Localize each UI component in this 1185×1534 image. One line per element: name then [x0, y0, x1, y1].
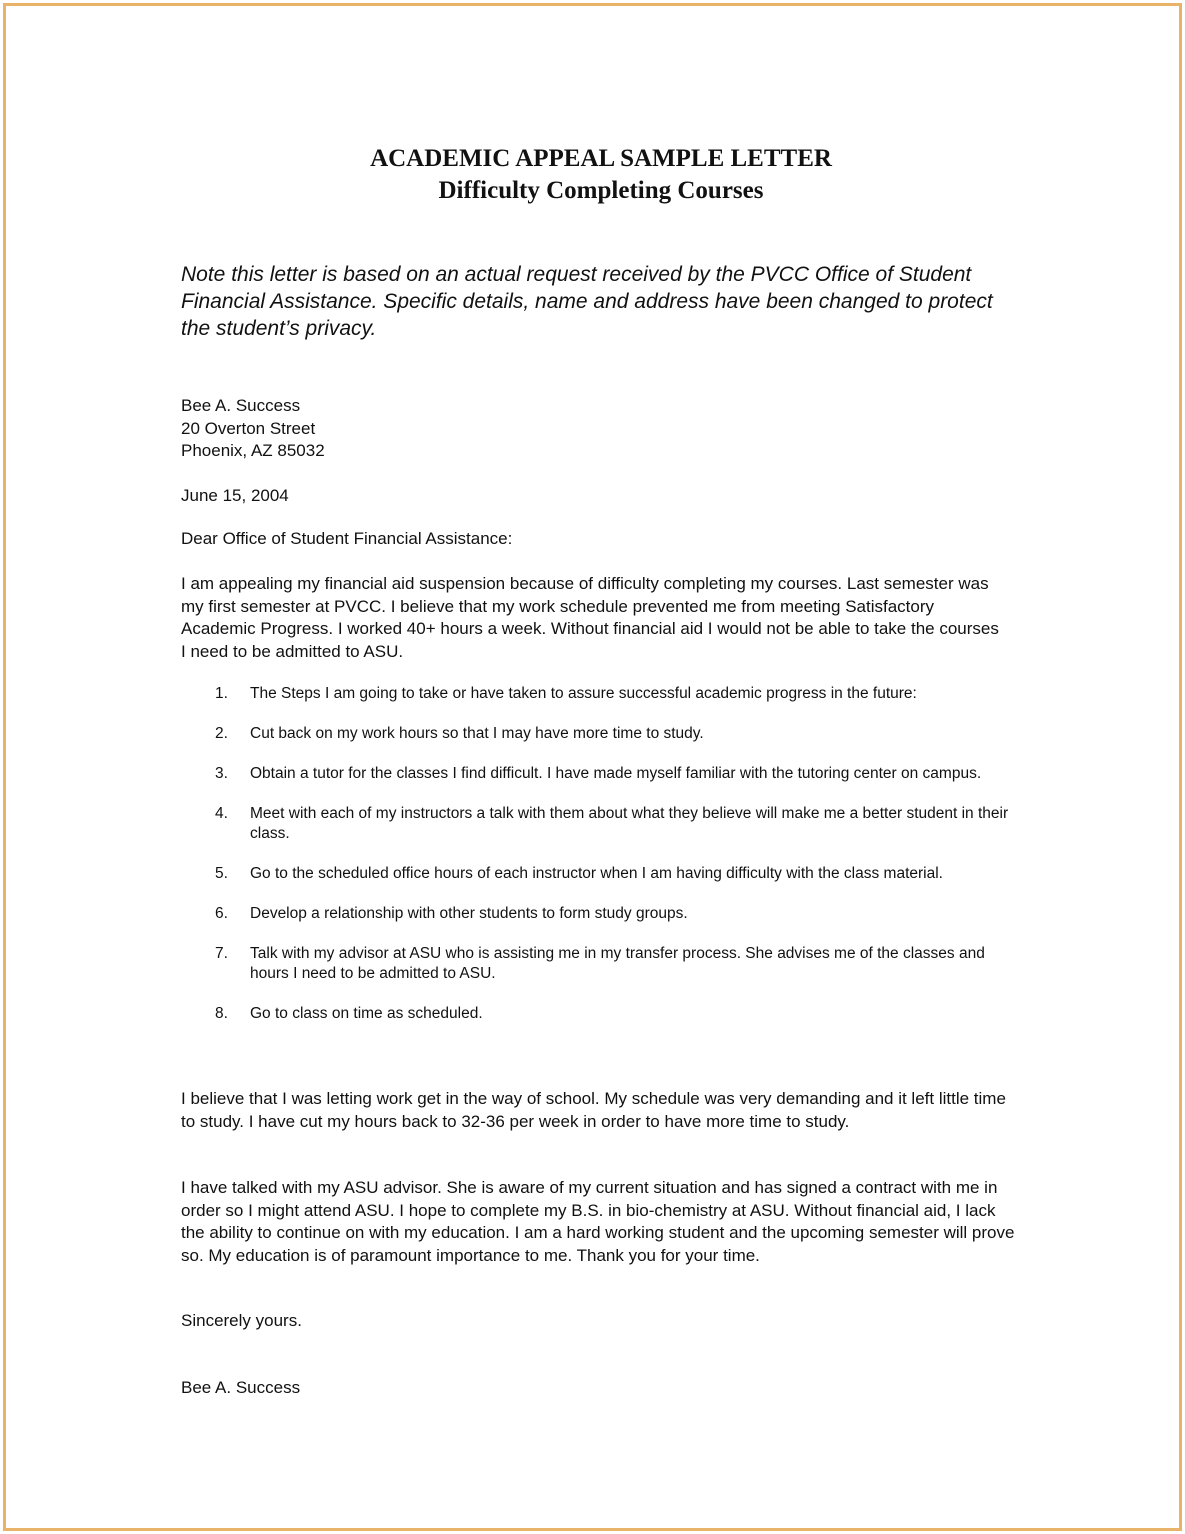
list-item — [181, 944, 1021, 984]
steps-list — [181, 684, 1021, 1044]
list-item-text: Go to the scheduled office hours of each instructor when I am having difficulty with the class material. — [250, 865, 943, 882]
letter-subtitle: Difficulty Completing Courses — [438, 177, 764, 204]
list-item — [181, 1004, 1021, 1024]
list-item-number: 1. — [215, 685, 228, 702]
sender-city: Phoenix, AZ 85032 — [181, 441, 325, 460]
list-item-number: 4. — [215, 805, 228, 822]
title-block — [181, 143, 1021, 207]
list-item-number: 2. — [215, 725, 228, 742]
page-frame — [3, 3, 1182, 1531]
paragraph-1: I am appealing my financial aid suspension because of difficulty completing my courses. Last semester was my first semester at PVCC. I believe that my work schedule prevented me from meeting Satisfactory Academic Progress. I worked 40+ hours a week. Without financial aid I would not be able to take the courses I need to be admitted to ASU. — [181, 574, 999, 661]
signature-name: Bee A. Success — [181, 1378, 301, 1397]
list-item-number: 6. — [215, 905, 228, 922]
list-item-text: Cut back on my work hours so that I may have more time to study. — [250, 725, 704, 742]
list-item — [181, 864, 1021, 884]
paragraph-3: I have talked with my ASU advisor. She is aware of my current situation and has signed a contract with me in order so I might attend ASU. I hope to complete my B.S. in bio-chemistry at ASU. Without financial aid, I lack the ability to continue on with my education. I am a hard working student and the upcoming semester will prove so. My education is of paramount importance to me. Thank you for your time. — [181, 1178, 1015, 1265]
paragraph-2: I believe that I was letting work get in the way of school. My schedule was very demanding and it left little time to study. I have cut my hours back to 32-36 per week in order to have more time to study. — [181, 1089, 1006, 1131]
list-item-text: The Steps I am going to take or have taken to assure successful academic progress in the future: — [250, 685, 917, 702]
salutation: Dear Office of Student Financial Assistance: — [181, 529, 513, 548]
list-item — [181, 684, 1021, 704]
list-item-text: Talk with my advisor at ASU who is assisting me in my transfer process. She advises me of the classes and hours I need to be admitted to ASU. — [250, 945, 985, 982]
list-item-number: 8. — [215, 1005, 228, 1022]
sender-address — [181, 395, 325, 463]
list-item — [181, 904, 1021, 924]
list-item — [181, 804, 1021, 844]
sender-street: 20 Overton Street — [181, 418, 316, 438]
letter-title: ACADEMIC APPEAL SAMPLE LETTER — [370, 145, 832, 172]
list-item-number: 5. — [215, 865, 228, 882]
privacy-note: Note this letter is based on an actual request received by the PVCC Office of Student Financial Assistance. Specific details, name and address have been changed to protect the student’s privacy. — [181, 263, 993, 340]
list-item-text: Meet with each of my instructors a talk with them about what they believe will make me a better student in their class. — [250, 805, 1009, 842]
list-item-number: 3. — [215, 765, 228, 782]
list-item-number: 7. — [215, 945, 228, 962]
sender-name: Bee A. Success — [181, 396, 301, 415]
list-item-text: Obtain a tutor for the classes I find difficult. I have made myself familiar with the tutoring center on campus. — [250, 765, 982, 782]
closing: Sincerely yours. — [181, 1311, 302, 1330]
list-item-text: Go to class on time as scheduled. — [250, 1005, 483, 1022]
list-item — [181, 724, 1021, 744]
letter-date: June 15, 2004 — [181, 486, 289, 505]
list-item-text: Develop a relationship with other students to form study groups. — [250, 905, 688, 922]
list-item — [181, 764, 1021, 784]
